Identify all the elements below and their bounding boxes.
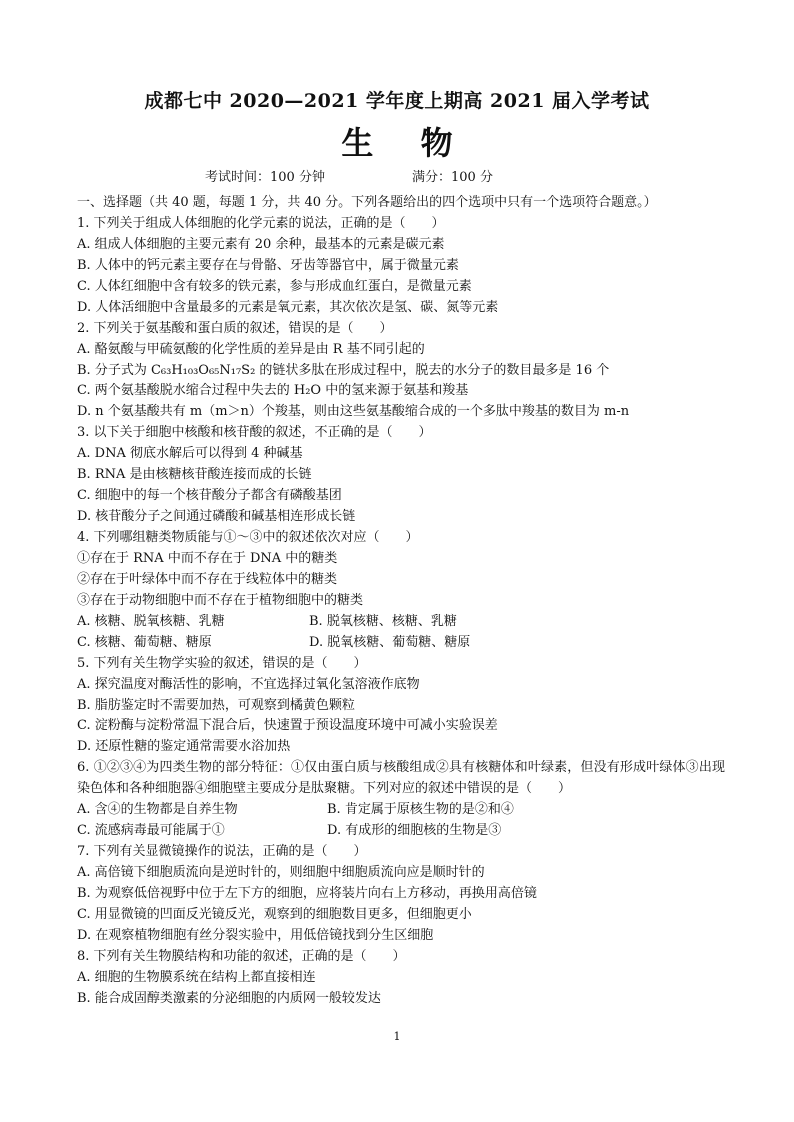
- question-1-option-c: C. 人体红细胞中含有较多的铁元素，参与形成血红蛋白，是微量元素: [77, 278, 472, 294]
- question-3-option-c: C. 细胞中的每一个核苷酸分子都含有磷酸基团: [77, 488, 342, 504]
- question-6-stem: 6. ①②③④为四类生物的部分特征：①仅由蛋白质与核酸组成②具有核糖体和叶绿素，但没有形成叶绿体③出现染色体和各种细胞器④细胞壁主要成分是肽聚糖。下列对应的叙述中错误的是（ ）: [77, 760, 725, 797]
- question-3-stem: 3. 以下关于细胞中核酸和核苷酸的叙述，不正确的是（ ）: [77, 425, 432, 441]
- question-list: [77, 193, 725, 1010]
- question-4-statement-1: ①存在于 RNA 中而不存在于 DNA 中的糖类: [77, 550, 338, 566]
- question-3-option-a: A. DNA 彻底水解后可以得到 4 种碱基: [77, 446, 303, 462]
- exam-time: 考试时间：100 分钟: [205, 170, 325, 185]
- question-7-option-b: B. 为观察低倍视野中位于左下方的细胞，应将装片向右上方移动，再换用高倍镜: [77, 885, 537, 901]
- question-7-option-d: D. 在观察植物细胞有丝分裂实验中，用低倍镜找到分生区细胞: [77, 927, 434, 943]
- question-8-stem: 8. 下列有关生物膜结构和功能的叙述，正确的是（ ）: [77, 948, 406, 964]
- question-8-option-b: B. 能合成固醇类激素的分泌细胞的内质网一般较发达: [77, 990, 381, 1006]
- question-2-stem: 2. 下列关于氨基酸和蛋白质的叙述，错误的是（ ）: [77, 320, 393, 336]
- question-5-option-b: B. 脂肪鉴定时不需要加热，可观察到橘黄色颗粒: [77, 697, 355, 713]
- question-6-option-d: D. 有成形的细胞核的生物是③: [327, 823, 502, 839]
- question-2-option-d: D. n 个氨基酸共有 m（m＞n）个羧基，则由这些氨基酸缩合成的一个多肽中羧基的数目为 m-n: [77, 404, 630, 420]
- question-4-options-row-1: [77, 612, 725, 633]
- exam-title: 成都七中 2020—2021 学年度上期高 2021 届入学考试: [144, 90, 650, 112]
- question-5-option-c: C. 淀粉酶与淀粉常温下混合后，快速置于预设温度环境中可减小实验误差: [77, 718, 498, 734]
- question-6-options-row-1: [77, 800, 725, 821]
- question-2-option-a: A. 酪氨酸与甲硫氨酸的化学性质的差异是由 R 基不同引起的: [77, 341, 425, 357]
- question-4-option-d: D. 脱氧核糖、葡萄糖、糖原: [309, 634, 471, 650]
- question-4-stem: 4. 下列哪组糖类物质能与①～③中的叙述依次对应（ ）: [77, 530, 419, 545]
- question-2-option-b: B. 分子式为 C₆₃H₁₀₃O₆₅N₁₇S₂ 的链状多肽在形成过程中，脱去的水分子的数目最多是 16 个: [77, 362, 610, 378]
- question-4-option-b: B. 脱氧核糖、核糖、乳糖: [309, 613, 457, 629]
- question-1-stem: 1. 下列关于组成人体细胞的化学元素的说法，正确的是（ ）: [77, 215, 445, 231]
- question-5-option-d: D. 还原性糖的鉴定通常需要水浴加热: [77, 739, 291, 755]
- question-6-option-c: C. 流感病毒最可能属于①: [77, 823, 225, 839]
- question-6-options-row-2: [77, 821, 725, 842]
- question-7-stem: 7. 下列有关显微镜操作的说法，正确的是（ ）: [77, 844, 367, 860]
- subject-title: 生 物: [341, 124, 471, 162]
- question-1-option-d: D. 人体活细胞中含量最多的元素是氧元素，其次依次是氢、碳、氮等元素: [77, 299, 499, 315]
- question-6-option-a: A. 含④的生物都是自养生物: [77, 802, 238, 818]
- question-1-option-b: B. 人体中的钙元素主要存在与骨骼、牙齿等器官中，属于微量元素: [77, 257, 459, 273]
- question-5-stem: 5. 下列有关生物学实验的叙述，错误的是（ ）: [77, 655, 367, 671]
- question-4-options-row-2: [77, 633, 725, 654]
- question-4-statement-3: ③存在于动物细胞中而不存在于植物细胞中的糖类: [77, 592, 364, 608]
- section-heading: 一、选择题（共 40 题，每题 1 分，共 40 分。下列各题给出的四个选项中只有一个选项符合题意。）: [77, 195, 657, 210]
- question-2-option-c: C. 两个氨基酸脱水缩合过程中失去的 H₂O 中的氢来源于氨基和羧基: [77, 383, 469, 399]
- question-6-option-b: B. 肯定属于原核生物的是②和④: [327, 802, 514, 818]
- question-4-option-c: C. 核糖、葡萄糖、糖原: [77, 634, 212, 650]
- page-number: 1: [393, 1030, 401, 1043]
- question-4-option-a: A. 核糖、脱氧核糖、乳糖: [77, 613, 225, 629]
- full-score: 满分：100 分: [412, 170, 493, 185]
- question-7-option-c: C. 用显微镜的凹面反光镜反光，观察到的细胞数目更多，但细胞更小: [77, 906, 472, 922]
- question-1-option-a: A. 组成人体细胞的主要元素有 20 余种，最基本的元素是碳元素: [77, 236, 445, 252]
- question-4-statement-2: ②存在于叶绿体中而不存在于线粒体中的糖类: [77, 571, 338, 587]
- question-5-option-a: A. 探究温度对酶活性的影响，不宜选择过氧化氢溶液作底物: [77, 676, 420, 692]
- question-7-option-a: A. 高倍镜下细胞质流向是逆时针的，则细胞中细胞质流向应是顺时针的: [77, 865, 485, 881]
- question-3-option-d: D. 核苷酸分子之间通过磷酸和碱基相连形成长链: [77, 509, 356, 525]
- question-8-option-a: A. 细胞的生物膜系统在结构上都直接相连: [77, 969, 316, 985]
- question-3-option-b: B. RNA 是由核糖核苷酸连接而成的长链: [77, 467, 312, 483]
